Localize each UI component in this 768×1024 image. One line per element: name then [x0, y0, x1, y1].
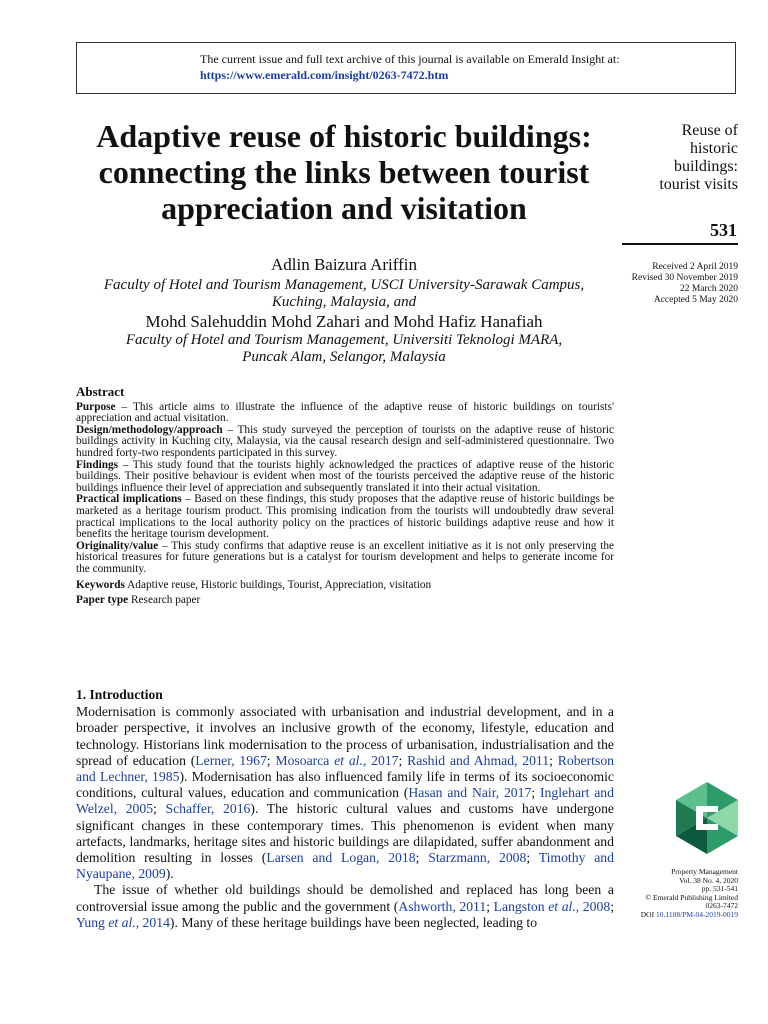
journal-issn: 0263-7472 — [705, 901, 738, 911]
doi-label: DOI — [640, 909, 656, 919]
citation-author: Mosoarca — [275, 752, 335, 768]
body-text: ; — [153, 801, 166, 817]
article-title: Adaptive reuse of historic buildings: connecting the links between tourist appreciation and visitation — [96, 118, 592, 226]
citation-link[interactable] — [76, 915, 170, 930]
submission-dates — [616, 262, 738, 306]
body-text: ; — [610, 898, 614, 914]
abstract-practical — [76, 494, 614, 540]
originality-text: – This study confirms that adaptive reuse is an excellent initiative as it is not only preserving the historical treasures for future generations but is a catalyst for tourism development and helps to generate income for the community. — [76, 539, 614, 575]
citation-year: , 2014 — [135, 914, 170, 930]
body-text: ). The historic cultural values and customs have undergone significant changes in these contemporary times. This phenomenon is evident when many artefacts, landmarks, heritage sites and historic buildings are dilapidated, suffer abandonment and demolition resulting in losses ( — [76, 801, 614, 866]
practical-text: – Based on these findings, this study proposes that the adaptive reuse of historic buildings be marketed as a heritage tourism product. This promising indication from the tourists will undoubtedly draw several practical implications to the local authority policy on the practices of historic buildings adaptive reuse and how it benefits the heritage tourism development. — [76, 493, 615, 541]
purpose-text: – This article aims to illustrate the influence of the adaptive reuse of historic buildings on tourists' appreciation and actual visitation. — [76, 400, 614, 425]
citation-year: , 2008 — [575, 898, 611, 914]
citation-etal: et al. — [108, 914, 136, 930]
design-text: – This study surveyed the perception of tourists on the adaptive reuse of historic buildings activity in Kuching city, Malaysia, via the causal research design and self-administered questionnaire. Two hundred forty-two respondents participated in this survey. — [76, 423, 614, 459]
page-number: 531 — [710, 220, 737, 240]
running-head-line: tourist visits — [659, 176, 738, 193]
abstract-findings — [76, 460, 614, 495]
body-text: ). Modernisation has also influenced family life in terms of its socioeconomic conditions, cultural values, education and communication ( — [76, 769, 615, 801]
citation-link[interactable] — [494, 899, 611, 914]
doi-link[interactable]: 10.1108/PM-04-2019-0019 — [655, 909, 738, 919]
citation-link[interactable]: Schaffer, 2016 — [165, 801, 251, 817]
body-text: ; — [531, 785, 540, 801]
running-head-line: buildings: — [673, 158, 738, 175]
design-label: Design/methodology/approach — [76, 423, 223, 436]
accepted-date: Accepted 5 May 2020 — [653, 295, 738, 305]
citation-link[interactable] — [275, 753, 398, 768]
journal-name: Property Management — [671, 867, 738, 876]
running-head-line: Reuse of — [681, 122, 738, 139]
citation-link[interactable]: Ashworth, 2011 — [398, 898, 487, 914]
citation-link[interactable]: Hasan and Nair, 2017 — [408, 785, 532, 801]
paper-type — [76, 595, 614, 607]
citation-link[interactable]: Lerner, 1967 — [195, 752, 267, 768]
intro-paragraph-1 — [76, 704, 614, 882]
findings-label: Findings — [76, 458, 119, 471]
body-text: ; — [526, 850, 539, 866]
intro-paragraph-2 — [76, 882, 614, 931]
body-text: ). Many of these heritage buildings have been neglected, leading to — [169, 914, 538, 930]
citation-year: , 2017 — [362, 752, 399, 768]
originality-label: Originality/value — [76, 539, 159, 552]
body-text: ; — [486, 898, 494, 914]
introduction-section — [76, 687, 614, 931]
citation-link[interactable]: Inglehart and Welzel, 2005 — [76, 785, 614, 817]
journal-publisher: © Emerald Publishing Limited — [645, 892, 738, 902]
body-text: ; — [398, 752, 408, 768]
abstract-design — [76, 425, 614, 460]
affiliation-2-line-2: Puncak Alam, Selangor, Malaysia — [242, 349, 446, 365]
citation-etal: et al. — [548, 898, 576, 914]
journal-volume: Vol. 38 No. 4, 2020 — [679, 875, 738, 885]
running-head — [616, 122, 738, 194]
emerald-logo-icon — [676, 782, 738, 854]
notice-text: The current issue and full text archive of this journal is available on Emerald Insight at: — [200, 52, 620, 66]
affiliation-2-line-1: Faculty of Hotel and Tourism Management, Universiti Teknologi MARA, — [125, 332, 563, 348]
journal-info — [616, 868, 738, 920]
body-text: The issue of whether old buildings should be demolished and replaced has long been a controversial issue among the public and the government ( — [76, 882, 614, 914]
keywords — [76, 580, 614, 592]
affiliation-1-line-1: Faculty of Hotel and Tourism Management, USCI University-Sarawak Campus, — [103, 277, 585, 293]
page-number-rule — [622, 243, 738, 245]
findings-text: – This study found that the tourists highly acknowledged the practices of adaptive reuse of the historic buildings. Their positive behaviour is evident when most of the tourists perceived the adaptive reuse of the historic buildings influence their level of appreciation and subsequently translated it into their actual visitation. — [76, 458, 614, 494]
abstract-purpose — [76, 402, 614, 425]
revised-date-2: 22 March 2020 — [679, 284, 738, 294]
citation-author: Langston — [493, 898, 549, 914]
journal-pages: pp. 531-541 — [701, 884, 738, 894]
author-1: Adlin Baizura Ariffin — [270, 255, 418, 274]
revised-date: Revised 30 November 2019 — [631, 273, 738, 283]
abstract-originality — [76, 541, 614, 576]
received-date: Received 2 April 2019 — [652, 262, 738, 272]
abstract-section — [76, 386, 614, 607]
running-head-line: historic — [690, 140, 738, 157]
citation-author: Yung — [76, 914, 109, 930]
keywords-label: Keywords — [76, 578, 125, 591]
citation-link[interactable]: Timothy and Nyaupane, 2009 — [76, 850, 614, 882]
citation-link[interactable]: Starzmann, 2008 — [428, 850, 527, 866]
abstract-heading: Abstract — [76, 384, 125, 399]
purpose-label: Purpose — [76, 400, 116, 413]
authors-2: Mohd Salehuddin Mohd Zahari and Mohd Hafiz Hanafiah — [145, 312, 543, 331]
journal-url-link[interactable]: https://www.emerald.com/insight/0263-7472.htm — [200, 68, 449, 82]
citation-link[interactable]: Larsen and Logan, 2018 — [266, 850, 416, 866]
citation-link[interactable]: Rashid and Ahmad, 2011 — [407, 752, 550, 768]
introduction-heading: 1. Introduction — [76, 687, 163, 702]
body-text: Modernisation is commonly associated with urbanisation and industrial development, and in a broader perspective, it involves an inclusive growth of the economy, lifestyle, education and technology. Historians link modernisation to the process of urbanisation, industrialisation and the spread of education ( — [76, 704, 614, 768]
body-text: ; — [549, 752, 558, 768]
affiliation-1-line-2: Kuching, Malaysia, and — [271, 294, 417, 310]
journal-notice-box — [76, 42, 736, 94]
keywords-text: Adaptive reuse, Historic buildings, Tourist, Appreciation, visitation — [124, 578, 432, 591]
papertype-text: Research paper — [128, 594, 201, 607]
body-text: ; — [266, 752, 276, 768]
body-text: ). — [165, 866, 174, 882]
citation-link[interactable]: Robertson and Lechner, 1985 — [76, 752, 615, 785]
journal-doi — [616, 911, 738, 920]
body-text: ; — [415, 850, 429, 866]
citation-etal: et al. — [334, 752, 363, 768]
practical-label: Practical implications — [76, 493, 182, 506]
papertype-label: Paper type — [76, 594, 129, 607]
